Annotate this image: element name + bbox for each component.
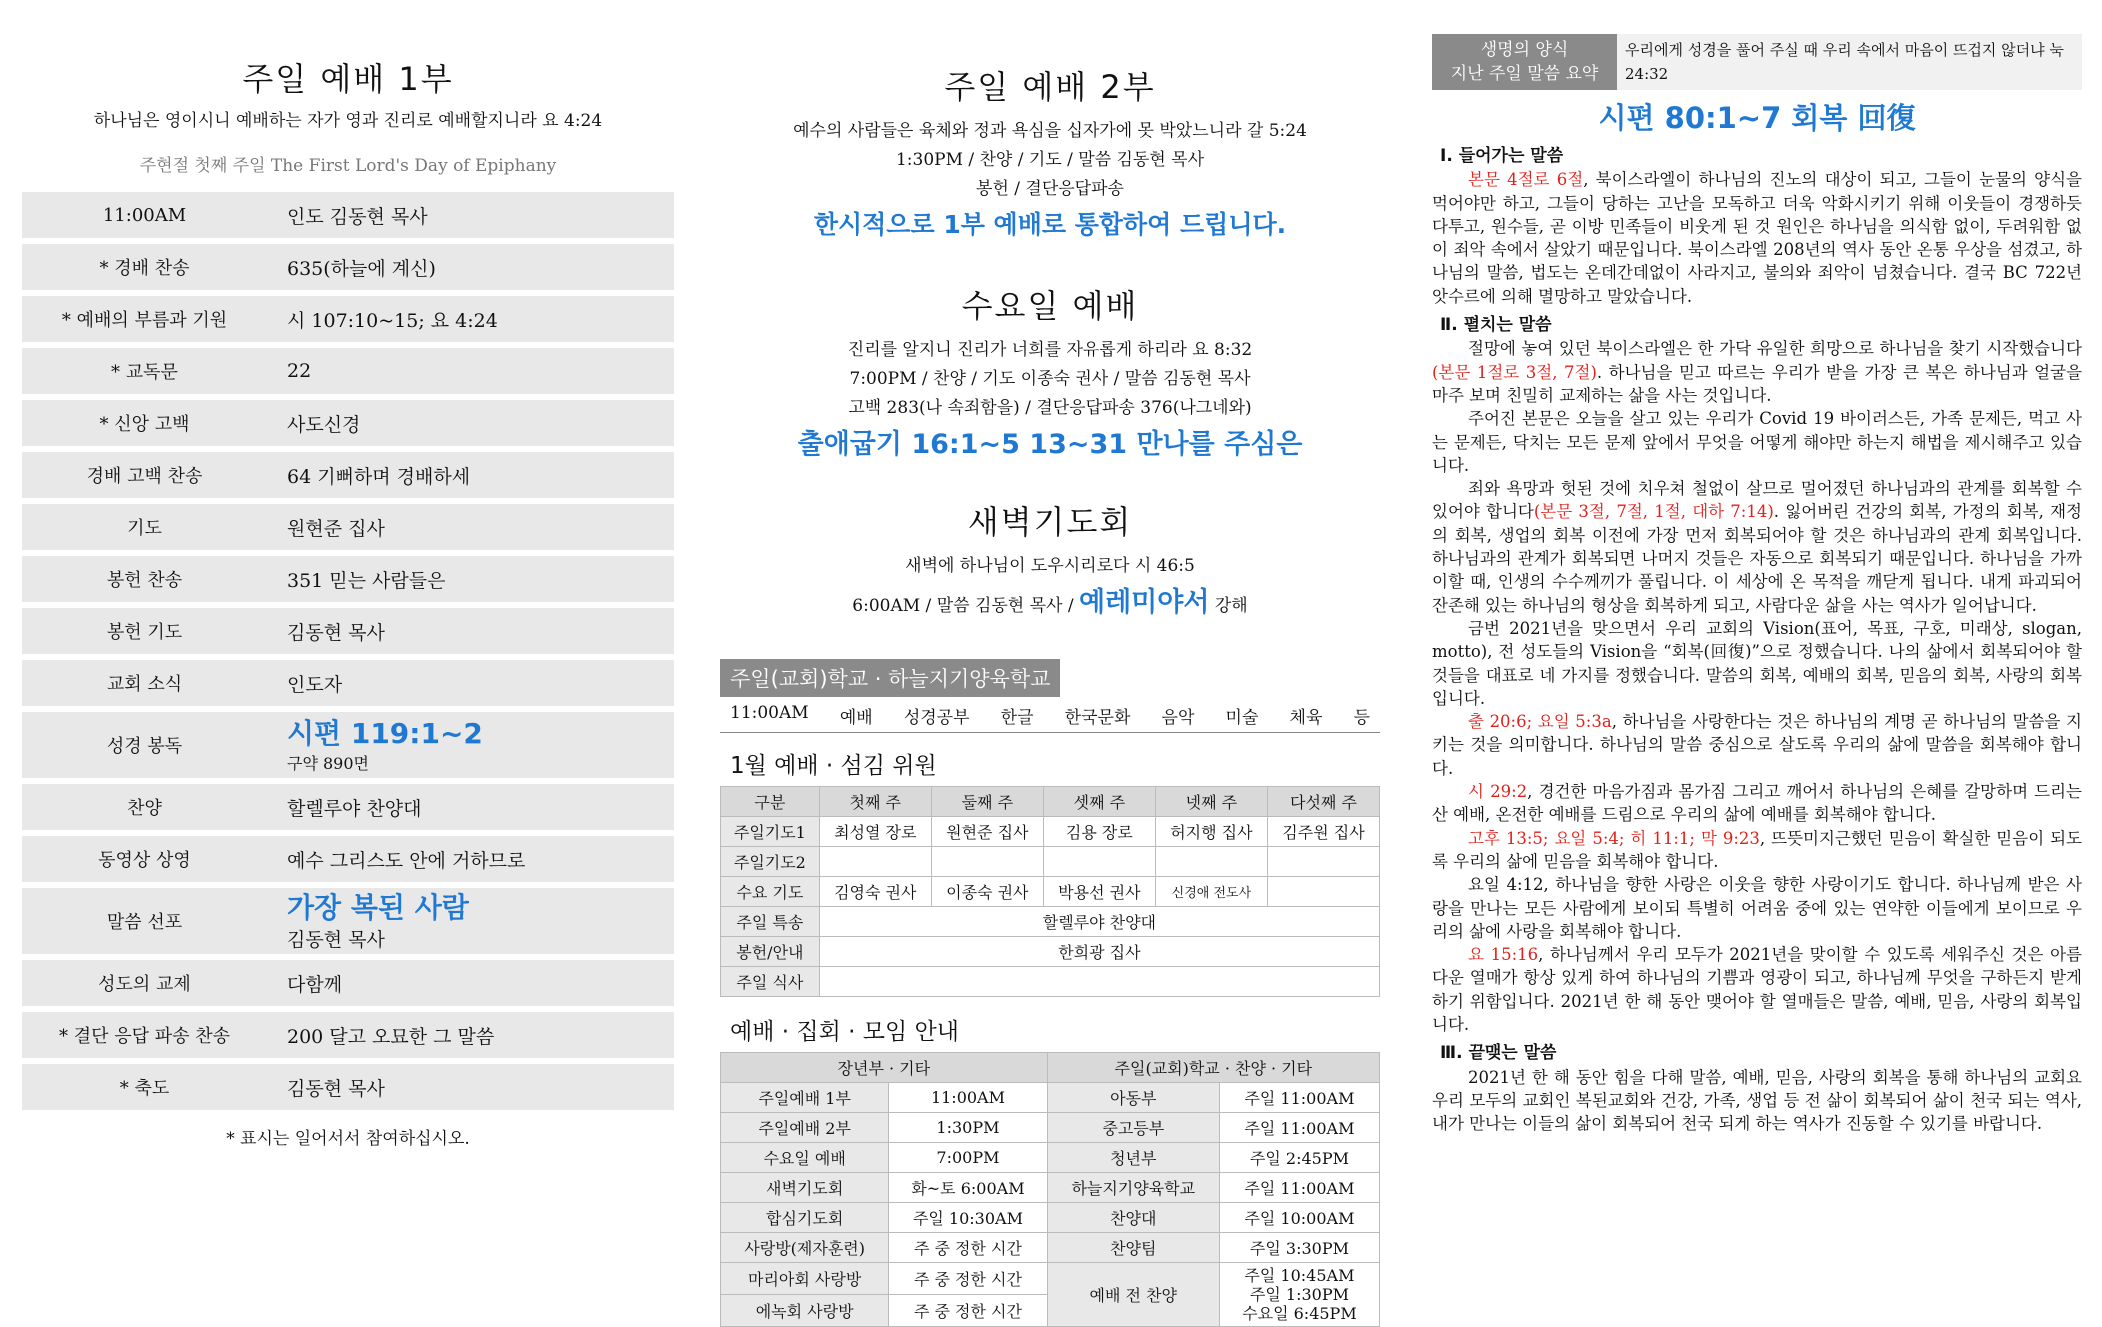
summary-header [1432,34,2082,90]
summary-verse: 우리에게 성경을 풀어 주실 때 우리 속에서 마음이 뜨겁지 않더냐 눅 24:32 [1617,34,2082,90]
worship-row-label: * 교독문 [111,362,178,383]
worship-row-value [267,717,674,774]
wednesday-line1: 7:00PM / 찬양 / 기도 이종숙 권사 / 말씀 김동현 목사 [849,369,1251,389]
meetings-row [721,1143,1380,1173]
worship-row [22,244,674,290]
duty-cell: 김영숙 권사 [819,877,931,907]
wednesday-sermon: 출애굽기 16:1~5 13~31 만나를 주심은 [797,429,1303,460]
meeting-name: 중고등부 [1047,1113,1219,1143]
season-label: 주현절 첫째 주일 The First Lord's Day of Epiphany [139,156,557,176]
para-11: 2021년 한 해 동안 힘을 다해 말씀, 예배, 믿음, 사랑의 회복을 통해 하나님의 교회요 우리 모두의 교회인 복된교회와 건강, 가족, 생업 등 전 삶이 회복되어 삶이 천국 되는 역사, 내가 만나는 이들의 삶이 회복되어 천국 되게 하는 역사가 진동할 수 있기를 바랍니다. [1432,1067,2082,1134]
meeting-name: 주일예배 1부 [721,1083,889,1113]
worship-row [22,836,674,882]
duty-title: 1월 예배 · 섬김 위원 [730,753,937,779]
worship-row-label: 교회 소식 [106,674,183,695]
duty-row-label: 주일기도1 [721,817,820,847]
duty-row-label: 봉헌/안내 [721,937,820,967]
meeting-time: 주 중 정한 시간 [889,1295,1047,1327]
worship-row-label: 봉헌 찬송 [106,570,183,591]
worship-row [22,888,674,954]
school-item: 미술 [1225,708,1259,728]
service1-title: 주일 예배 1부 [242,60,454,98]
worship-row-label: * 신앙 고백 [99,414,190,435]
summary-box1: 생명의 양식 [1480,40,1569,60]
meeting-time: 주일 10:30AM [889,1203,1047,1233]
para-10: 요 15:16, 하나님께서 우리 모두가 2021년을 맞이할 수 있도록 세워주신 것은 아름다운 열매가 항상 있게 하여 하나님의 기쁨과 영광이 되고, 하나님께 무엇을 구하든지 받게 하기 위함입니다. 2021년 한 해 동안 맺어야 할 열매들은 말씀, 예배, 믿음, 사랑의 회복입니다. [1432,945,2082,1034]
meeting-time-line: 주일 10:45AM [1244,1266,1355,1285]
worship-row [22,784,674,830]
worship-row [22,660,674,706]
worship-row-value [267,891,674,952]
worship-row-value: 할렐루야 찬양대 [287,797,422,820]
worship-row-value: 김동현 목사 [287,621,385,644]
sermon-title: 시편 80:1~7 회복 回復 [1598,101,1916,135]
duty-header: 구분 [721,787,820,817]
meetings-row [721,1113,1380,1143]
duty-cell: 한희광 집사 [819,937,1379,967]
meeting-name: 찬양팀 [1047,1233,1219,1263]
worship-row-value: 인도 김동현 목사 [287,205,428,228]
meeting-name: 예배 전 찬양 [1047,1263,1219,1327]
worship-row-label: * 축도 [119,1078,170,1099]
worship-row [22,556,674,602]
worship-row-value: 예수 그리스도 안에 거하므로 [287,849,526,872]
meeting-name: 청년부 [1047,1143,1219,1173]
schedule-column [720,0,1380,1327]
duty-row-label: 주일기도2 [721,847,820,877]
school-item: 성경공부 [903,708,970,728]
worship-row-label: 경배 고백 찬송 [86,466,203,487]
meetings-table [720,1052,1380,1327]
worship-row [22,504,674,550]
duty-cell: 김주원 집사 [1267,817,1379,847]
para-8: 고후 13:5; 요일 5:4; 히 11:1; 막 9:23, 뜨뜻미지근했던 믿음이 확실한 믿음이 되도록 우리의 삶에 믿음을 회복해야 합니다. [1432,828,2082,871]
school-item: 한국문화 [1064,708,1131,728]
meetings-row [721,1263,1380,1295]
worship-row [22,192,674,238]
duty-cell [1043,847,1155,877]
worship-row-value: 22 [287,360,312,382]
duty-cell [931,847,1043,877]
heading-conclusion: Ⅲ. 끝맺는 말씀 [1440,1043,1557,1064]
worship-row-value: 351 믿는 사람들은 [287,569,446,592]
school-item: 예배 [839,708,873,728]
dawn-title: 새벽기도회 [967,503,1133,541]
duty-cell [1267,847,1379,877]
worship-row-label: 봉헌 기도 [106,622,183,643]
wednesday-title: 수요일 예배 [961,287,1139,325]
wednesday-verse: 진리를 알지니 진리가 너희를 자유롭게 하리라 요 8:32 [847,340,1253,360]
worship-row [22,296,674,342]
service1-verse: 하나님은 영이시니 예배하는 자가 영과 진리로 예배할지니라 요 4:24 [93,111,603,131]
meeting-name: 사랑방(제자훈련) [721,1233,889,1263]
worship-row-label: * 결단 응답 파송 찬송 [59,1026,230,1047]
para-5: 금번 2021년을 맞으면서 우리 교회의 Vision(표어, 목표, 구호, 미래상, slogan, motto), 전 성도들의 Vision을 “회복(回復)”으로 정했습니다. 나의 삶에서 회복되어야 할 것들을 대표로 네 가지를 정했습니다. 말씀의 회복, 예배의 회복, 믿음의 회복, 사랑의 회복입니다. [1432,618,2082,708]
duty-header: 넷째 주 [1155,787,1267,817]
duty-cell [1155,847,1267,877]
school-section [720,659,1380,733]
worship-row-value: 김동현 목사 [287,1077,385,1100]
para-7: 시 29:2, 경건한 마음가짐과 몸가짐 그리고 깨어서 하나님의 은혜를 갈망하며 드리는 산 예배, 온전한 예배를 드림으로 우리의 삶에 예배를 회복해야 합니다. [1432,782,2082,825]
worship-row [22,452,674,498]
duty-table [720,786,1380,997]
worship-row-label: 성도의 교제 [98,974,191,995]
worship-row-label: 11:00AM [102,204,187,226]
duty-cell: 김용 장로 [1043,817,1155,847]
meeting-name: 마리아회 사랑방 [721,1263,889,1295]
worship-row [22,1012,674,1058]
sermon-summary-column [1432,0,2082,1135]
duty-cell: 할렐루야 찬양대 [819,907,1379,937]
duty-cell: 허지행 집사 [1155,817,1267,847]
service2-line1: 1:30PM / 찬양 / 기도 / 말씀 김동현 목사 [895,150,1205,170]
duty-row [721,847,1380,877]
school-item: 음악 [1161,708,1195,728]
meeting-time: 주일 10:00AM [1219,1203,1379,1233]
meeting-name: 아동부 [1047,1083,1219,1113]
worship-row-detail: 김동현 목사 [287,928,385,951]
service1-column [22,0,674,1149]
meetings-left-header: 장년부 · 기타 [721,1053,1048,1083]
meeting-time: 주 중 정한 시간 [889,1233,1047,1263]
meeting-time: 주일 3:30PM [1219,1233,1379,1263]
dawn-line [720,580,1380,619]
worship-row [22,608,674,654]
worship-row [22,960,674,1006]
duty-row [721,937,1380,967]
summary-box2: 지난 주일 말씀 요약 [1450,64,1599,84]
worship-row-label: 성경 봉독 [106,736,183,757]
worship-row [22,712,674,778]
service2-line2: 봉헌 / 결단응답파송 [976,179,1124,199]
worship-row-detail: 구약 890면 [287,753,369,773]
duty-row-label: 주일 특송 [721,907,820,937]
meeting-name: 하늘지기양육학교 [1047,1173,1219,1203]
meetings-right-header: 주일(교회)학교 · 찬양 · 기타 [1047,1053,1379,1083]
meetings-row [721,1083,1380,1113]
service2-verse: 예수의 사람들은 육체와 정과 욕심을 십자가에 못 박았느니라 갈 5:24 [793,121,1307,141]
school-item: 한글 [1000,708,1034,728]
worship-row-label: 말씀 선포 [106,912,183,933]
school-bar: 주일(교회)학교 · 하늘지기양육학교 [720,659,1060,697]
order-of-worship [22,192,674,1110]
summary-label-box [1432,34,1617,90]
meeting-time: 주일 11:00AM [1219,1173,1379,1203]
duty-header: 다섯째 주 [1267,787,1379,817]
duty-row [721,967,1380,997]
dawn-verse: 새벽에 하나님이 도우시리로다 시 46:5 [905,556,1195,576]
duty-cell: 원현준 집사 [931,817,1043,847]
worship-row [22,1064,674,1110]
worship-row-value: 사도신경 [287,413,361,436]
duty-cell: 최성열 장로 [819,817,931,847]
meetings-row [721,1203,1380,1233]
para-1: 본문 4절로 6절, 북이스라엘이 하나님의 진노의 대상이 되고, 그들이 눈물의 양식을 먹어야만 하고, 그들이 당하는 고난을 모독하고 더욱 악화시키기 위해 이웃들이 경쟁하듯 다투고, 원수들, 곧 이방 민족들이 비웃게 된 것 원인은 하나님을 의식함 없이, 두려워함 없이 죄악 속에서 살았기 때문입니다. 북이스라엘 208년의 역사 동안 온통 우상을 섬겼고, 하나님의 말씀, 법도는 온데간데없이 사라지고, 불의와 죄악이 넘쳤습니다. 결국 BC 722년 앗수르에 의해 멸망하고 말았습니다. [1432,170,2082,306]
sermon-summary-text [1432,145,2082,1135]
meeting-name: 합심기도회 [721,1203,889,1233]
worship-row-label: * 경배 찬송 [99,258,190,279]
dawn-line1: 6:00AM / 말씀 김동현 목사 / [852,596,1074,616]
duty-header: 셋째 주 [1043,787,1155,817]
para-4: 죄와 욕망과 헛된 것에 치우쳐 철없이 살므로 멀어졌던 하나님과의 관계를 회복할 수 있어야 합니다(본문 3절, 7절, 1절, 대하 7:14). 잃어버린 건강의 회복, 가정의 회복, 재정의 회복, 생업의 회복 이전에 가장 먼저 회복되어야 할 것은 하나님과의 관계 회복입니다. 하나님과의 관계가 회복되면 나머지 것들은 자동으로 회복되기 때문입니다. 하나님을 가까이할 때, 인생의 수수께끼가 풀립니다. 이 세상에 온 목적을 깨닫게 됩니다. 내게 파괴되어 잔존해 있는 하나님의 형상을 회복하게 되고, 사람다운 삶을 사는 역사가 일어납니다. [1432,479,2082,615]
school-item: 등 [1353,708,1370,728]
meeting-name: 에녹회 사랑방 [721,1295,889,1327]
duty-cell: 이종숙 권사 [931,877,1043,907]
para-2: 절망에 놓여 있던 북이스라엘은 한 가닥 유일한 희망으로 하나님을 찾기 시작했습니다(본문 1절로 3절, 7절). 하나님을 믿고 따르는 우리가 받을 가장 큰 복은 하나님과 얼굴을 마주 보며 친밀히 교제하는 삶을 사는 것입니다. [1432,339,2083,405]
meeting-time [1219,1263,1379,1327]
meeting-time: 1:30PM [889,1113,1047,1143]
worship-row-value: 시 107:10~15; 요 4:24 [287,309,498,332]
heading-intro: Ⅰ. 들어가는 말씀 [1440,146,1564,166]
worship-row-value: 원현준 집사 [287,517,385,540]
worship-row-highlight: 시편 119:1~2 [287,716,483,750]
school-items [720,697,1380,733]
worship-row [22,348,674,394]
meeting-name: 주일예배 2부 [721,1113,889,1143]
worship-row-label: 동영상 상영 [98,850,191,871]
duty-row [721,907,1380,937]
meetings-row [721,1173,1380,1203]
duty-row [721,877,1380,907]
heading-body: Ⅱ. 펼치는 말씀 [1440,315,1552,336]
service2-title: 주일 예배 2부 [944,68,1156,106]
standing-note: * 표시는 일어서서 참여하십시오. [226,1129,470,1149]
duty-row [721,817,1380,847]
duty-cell [819,847,931,877]
worship-row [22,400,674,446]
worship-row-value: 635(하늘에 계신) [287,257,436,280]
worship-row-value: 인도자 [287,673,343,696]
duty-cell: 박용선 권사 [1043,877,1155,907]
worship-row-highlight: 가장 복된 사람 [287,890,469,924]
worship-row-label: 찬양 [127,798,162,819]
worship-row-value: 다함께 [287,973,343,996]
meeting-time: 주일 2:45PM [1219,1143,1379,1173]
meeting-name: 찬양대 [1047,1203,1219,1233]
school-item: 체육 [1289,708,1323,728]
dawn-book: 예레미야서 [1079,587,1210,618]
meeting-name: 수요일 예배 [721,1143,889,1173]
para-6: 출 20:6; 요일 5:3a, 하나님을 사랑한다는 것은 하나님의 계명 곧 하나님의 말씀을 지키는 것을 의미합니다. 하나님의 말씀 중심으로 살도록 우리의 삶에 말씀을 회복해야 합니다. [1432,712,2082,778]
meetings-title: 예배 · 집회 · 모임 안내 [730,1019,959,1045]
worship-row-label: * 예배의 부름과 기원 [61,310,228,331]
wednesday-line2: 고백 283(나 속죄함을) / 결단응답파송 376(나그네와) [848,398,1252,418]
meeting-time: 11:00AM [889,1083,1047,1113]
worship-row-label: 기도 [127,518,162,539]
para-3: 주어진 본문은 오늘을 살고 있는 우리가 Covid 19 바이러스든, 가족 문제든, 먹고 사는 문제든, 닥치는 모든 문제 앞에서 무엇을 어떻게 해야만 하는지 해법을 제시해주고 있습니다. [1432,409,2082,475]
duty-row-label: 주일 식사 [721,967,820,997]
worship-row-value: 64 기뻐하며 경배하세 [287,465,471,488]
meeting-time: 7:00PM [889,1143,1047,1173]
worship-row-value: 200 달고 오묘한 그 말씀 [287,1025,495,1048]
duty-header: 둘째 주 [931,787,1043,817]
meeting-time-line: 주일 1:30PM [1249,1285,1349,1304]
meeting-time: 주일 11:00AM [1219,1083,1379,1113]
meeting-name: 새벽기도회 [721,1173,889,1203]
meeting-time: 화~토 6:00AM [889,1173,1047,1203]
meeting-time-line: 수요일 6:45PM [1242,1304,1357,1323]
meeting-time: 주 중 정한 시간 [889,1263,1047,1295]
school-item: 11:00AM [730,703,809,723]
service2-notice: 한시적으로 1부 예배로 통합하여 드립니다. [813,210,1287,239]
meetings-row [721,1233,1380,1263]
para-9: 요일 4:12, 하나님을 향한 사랑은 이웃을 향한 사랑이기도 합니다. 하나님께 받은 사랑을 만나는 모든 사람에게 보이되 특별히 어려움 중에 있는 연약한 이들에게 보이므로 우리의 삶에 사랑을 회복해야 합니다. [1432,875,2082,941]
duty-header: 첫째 주 [819,787,931,817]
duty-cell [1267,877,1379,907]
duty-cell [819,967,1379,997]
duty-row-label: 수요 기도 [721,877,820,907]
duty-cell: 신경애 전도사 [1155,877,1267,907]
meeting-time: 주일 11:00AM [1219,1113,1379,1143]
dawn-suffix: 강해 [1214,596,1248,616]
